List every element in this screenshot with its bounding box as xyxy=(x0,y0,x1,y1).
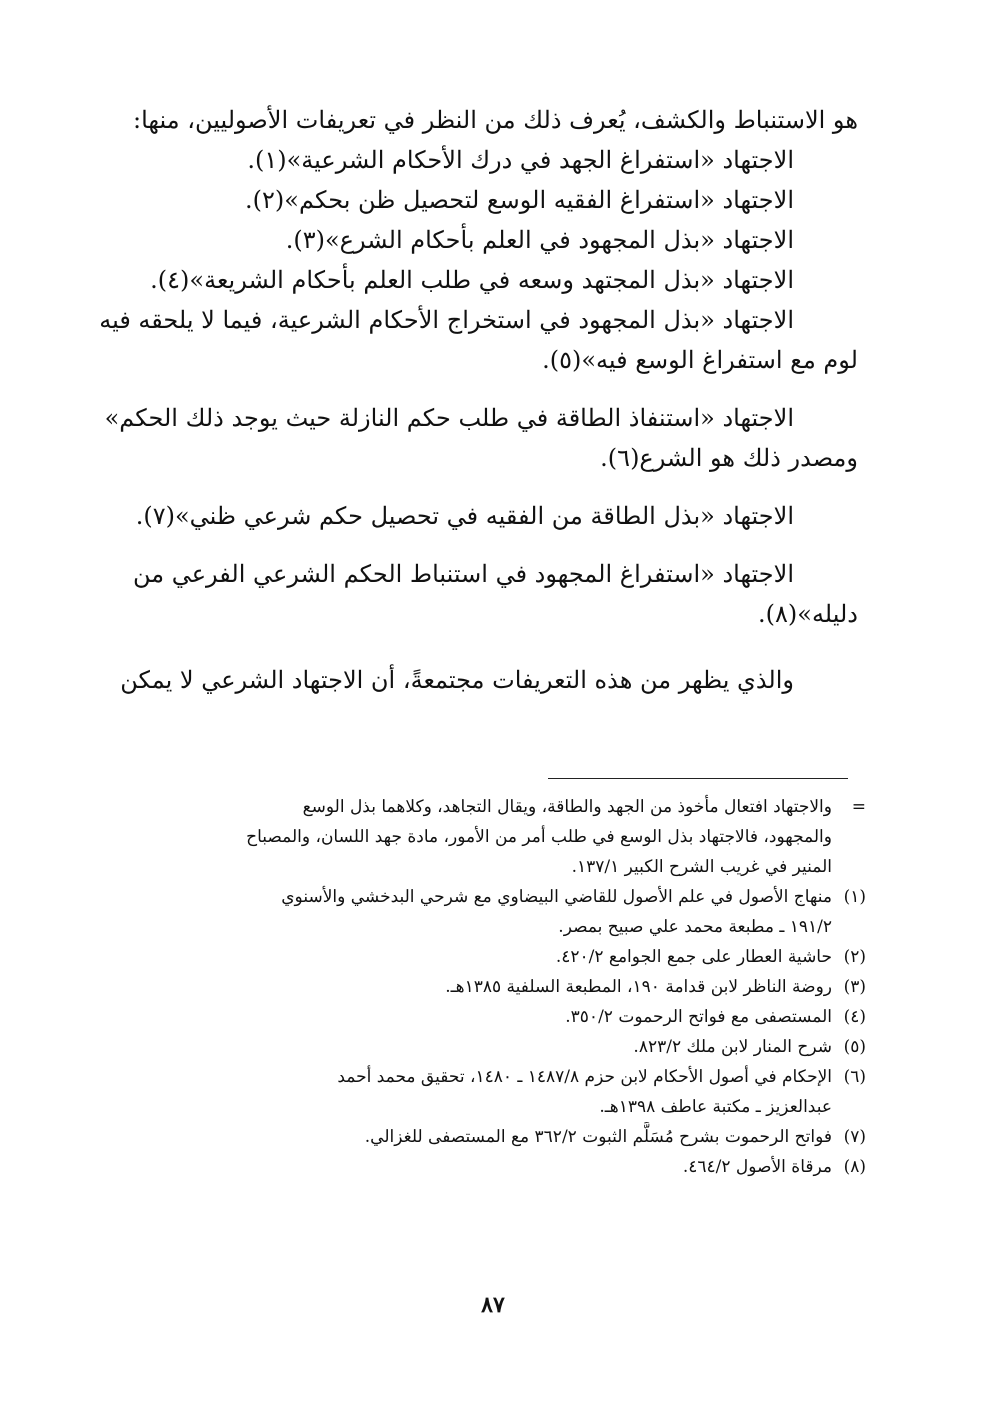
footnote-line: حاشية العطار على جمع الجوامع ٤٢٠/٢. xyxy=(555,947,832,967)
main-text xyxy=(99,100,858,700)
footnote-line: المستصفى مع فواتح الرحموت ٣٥٠/٢. xyxy=(565,1007,832,1027)
definition-5-cont: لوم مع استفراغ الوسع فيه»(٥). xyxy=(542,346,858,374)
footnote-marker: (٥) xyxy=(843,1037,866,1057)
footnote-separator xyxy=(548,778,848,779)
footnote-marker: (٣) xyxy=(843,977,866,997)
definition-6: الاجتهاد «استنفاذ الطاقة في طلب حكم النازلة حيث يوجد ذلك الحكم» xyxy=(104,404,794,432)
footnote-line: الإحكام في أصول الأحكام لابن حزم ١٤٨٧/٨ ـ ١٤٨٠، تحقيق محمد أحمد xyxy=(337,1067,832,1087)
conclusion-line: والذي يظهر من هذه التعريفات مجتمعةً، أن الاجتهاد الشرعي لا يمكن xyxy=(120,666,794,694)
footnote-marker: (٤) xyxy=(843,1007,866,1027)
footnotes xyxy=(140,792,866,1182)
footnote-marker: (٨) xyxy=(843,1157,866,1177)
footnote-1 xyxy=(140,882,866,942)
footnote-line: مرقاة الأصول ٤٦٤/٢. xyxy=(682,1157,832,1177)
footnote-marker: = xyxy=(851,797,866,817)
footnote-6 xyxy=(140,1062,866,1122)
footnote-line: المنير في غريب الشرح الكبير ١٣٧/١. xyxy=(571,857,832,877)
footnote-line: والاجتهاد افتعال مأخوذ من الجهد والطاقة، ويقال التجاهد، وكلاهما بذل الوسع xyxy=(302,797,832,817)
footnote-3 xyxy=(140,972,866,1002)
footnote-marker: (٢) xyxy=(843,947,866,967)
footnote-marker: (١) xyxy=(843,887,866,907)
definition-8-cont: دليله»(٨). xyxy=(758,600,858,628)
body-line: هو الاستنباط والكشف، يُعرف ذلك من النظر في تعريفات الأصوليين، منها: xyxy=(133,106,858,134)
footnote-line: شرح المنار لابن ملك ٨٢٣/٢. xyxy=(633,1037,832,1057)
footnote-5 xyxy=(140,1032,866,1062)
definition-1: الاجتهاد «استفراغ الجهد في درك الأحكام الشرعية»(١). xyxy=(247,146,794,174)
footnote-4 xyxy=(140,1002,866,1032)
footnote-7 xyxy=(140,1122,866,1152)
footnote-line: روضة الناظر لابن قدامة ١٩٠، المطبعة السلفية ١٣٨٥هـ. xyxy=(445,977,832,997)
footnote-line: ١٩١/٢ ـ مطبعة محمد علي صبيح بمصر. xyxy=(558,917,832,937)
definition-6-cont: ومصدر ذلك هو الشرع(٦). xyxy=(600,444,858,472)
definition-4: الاجتهاد «بذل المجتهد وسعه في طلب العلم بأحكام الشريعة»(٤). xyxy=(150,266,794,294)
definition-3: الاجتهاد «بذل المجهود في العلم بأحكام الشرع»(٣). xyxy=(285,226,794,254)
footnote-line: فواتح الرحموت بشرح مُسَلَّم الثبوت ٣٦٢/٢ مع المستصفى للغزالي. xyxy=(364,1127,832,1147)
footnote-line: منهاج الأصول في علم الأصول للقاضي البيضاوي مع شرحي البدخشي والأسنوي xyxy=(281,887,832,907)
definition-5: الاجتهاد «بذل المجهود في استخراج الأحكام الشرعية، فيما لا يلحقه فيه xyxy=(99,306,794,334)
footnote-line: عبدالعزيز ـ مكتبة عاطف ١٣٩٨هـ. xyxy=(599,1097,832,1117)
footnote-line: والمجهود، فالاجتهاد بذل الوسع في طلب أمر من الأمور، مادة جهد اللسان، والمصباح xyxy=(246,827,832,847)
definition-2: الاجتهاد «استفراغ الفقيه الوسع لتحصيل ظن بحكم»(٢). xyxy=(245,186,794,214)
definition-8: الاجتهاد «استفراغ المجهود في استنباط الحكم الشرعي الفرعي من xyxy=(132,560,794,588)
page-number: ٨٧ xyxy=(481,1292,505,1318)
footnote-continued xyxy=(140,792,866,882)
footnote-marker: (٧) xyxy=(843,1127,866,1147)
footnote-2 xyxy=(140,942,866,972)
footnote-8 xyxy=(140,1152,866,1182)
definition-7: الاجتهاد «بذل الطاقة من الفقيه في تحصيل حكم شرعي ظني»(٧). xyxy=(135,502,794,530)
footnote-marker: (٦) xyxy=(843,1067,866,1087)
